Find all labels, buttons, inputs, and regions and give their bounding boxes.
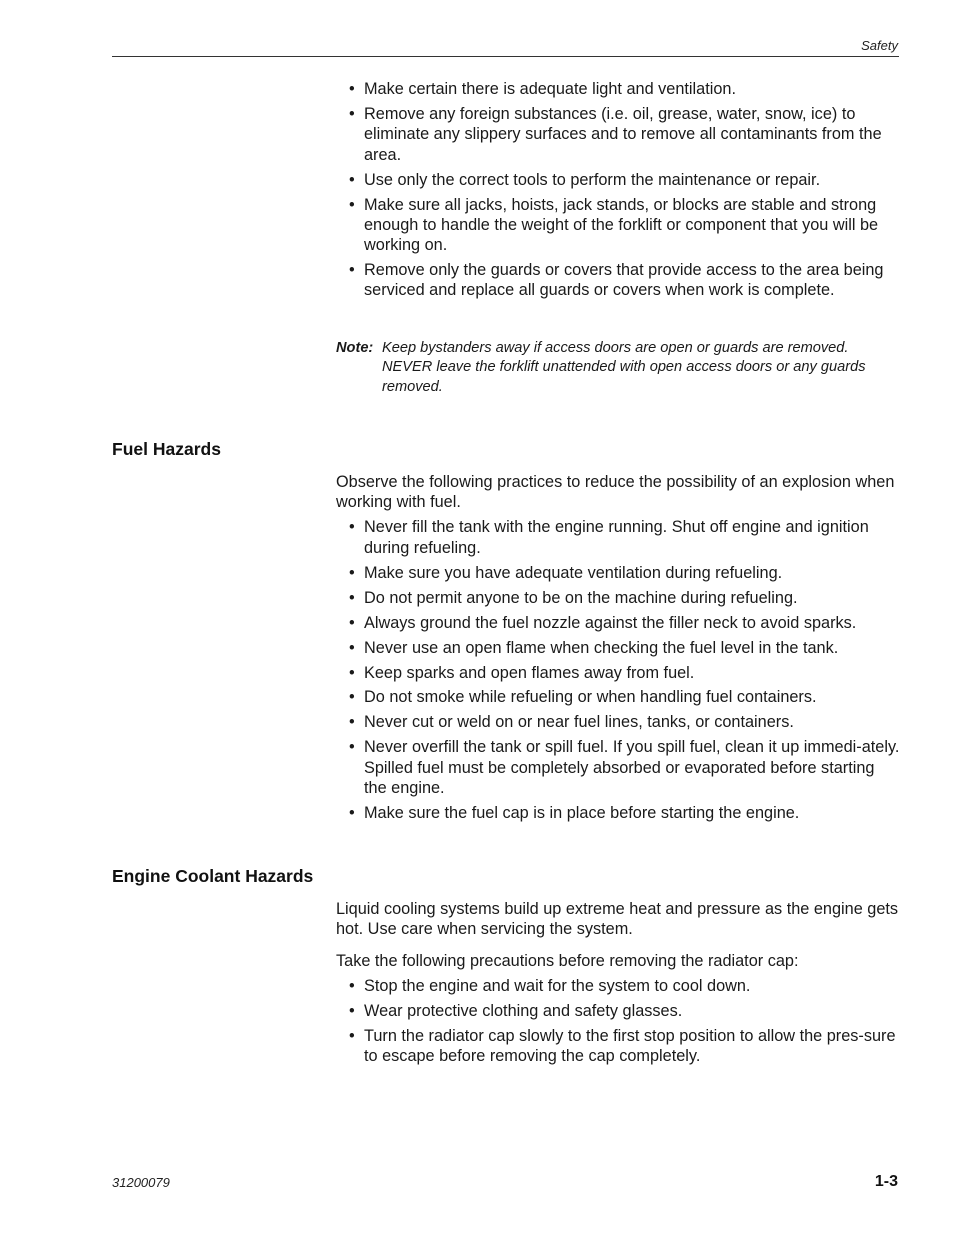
document-number: 31200079 [112,1175,170,1190]
note-label: Note: [336,340,374,356]
list-item: • Keep sparks and open flames away from fuel. [336,663,900,683]
list-item: • Stop the engine and wait for the system to cool down. [336,976,900,996]
intro-bullet-block [336,79,900,305]
list-item: • Remove any foreign substances (i.e. oil, grease, water, snow, ice) to eliminate any slippery surfaces and to remove all contaminants from the area. [336,104,900,165]
fuel-hazards-heading: Fuel Hazards [112,439,221,459]
list-item: • Never fill the tank with the engine running. Shut off engine and ignition during refueling. [336,517,900,558]
list-item: • Make sure all jacks, hoists, jack stands, or blocks are stable and strong enough to handle the weight of the forklift or component that you will be working on. [336,195,900,256]
fuel-intro-paragraph: Observe the following practices to reduce the possibility of an explosion when working with fuel. [336,473,895,512]
list-item: • Remove only the guards or covers that provide access to the area being serviced and replace all guards or covers when work is complete. [336,260,900,301]
list-item: • Always ground the fuel nozzle against the filler neck to avoid sparks. [336,613,900,633]
engine-coolant-section [336,899,900,1071]
fuel-bullet-list [336,517,900,823]
list-item: • Make sure the fuel cap is in place before starting the engine. [336,803,900,823]
list-item: • Use only the correct tools to perform the maintenance or repair. [336,170,900,190]
fuel-hazards-section [336,472,900,828]
list-item: • Make certain there is adequate light and ventilation. [336,79,900,99]
page-number: 1-3 [874,1173,898,1190]
note-text: Keep bystanders away if access doors are open or guards are removed. NEVER leave the forklift unattended with open access doors or any guards removed. [382,340,866,395]
list-item: • Make sure you have adequate ventilation during refueling. [336,563,900,583]
list-item: • Never use an open flame when checking the fuel level in the tank. [336,638,900,658]
header-section-label: Safety [861,38,898,53]
coolant-bullet-list [336,976,900,1067]
list-item: • Never overfill the tank or spill fuel. If you spill fuel, clean it up immedi-ately. Spilled fuel must be completely absorbed or evaporated before starting the engine. [336,737,900,798]
intro-bullet-list [336,79,900,301]
coolant-intro-paragraph: Liquid cooling systems build up extreme heat and pressure as the engine gets hot. Use care when servicing the system. [336,900,899,939]
coolant-precautions-intro: Take the following precautions before removing the radiator cap: [336,951,799,970]
list-item: • Do not smoke while refueling or when handling fuel containers. [336,687,900,707]
list-item: • Turn the radiator cap slowly to the first stop position to allow the pres-sure to escape before removing the cap completely. [336,1026,900,1067]
header-rule [112,56,899,57]
list-item: • Never cut or weld on or near fuel lines, tanks, or containers. [336,712,900,732]
engine-coolant-hazards-heading: Engine Coolant Hazards [112,866,314,886]
list-item: • Wear protective clothing and safety glasses. [336,1001,900,1021]
note-block [336,339,900,397]
list-item: • Do not permit anyone to be on the machine during refueling. [336,588,900,608]
